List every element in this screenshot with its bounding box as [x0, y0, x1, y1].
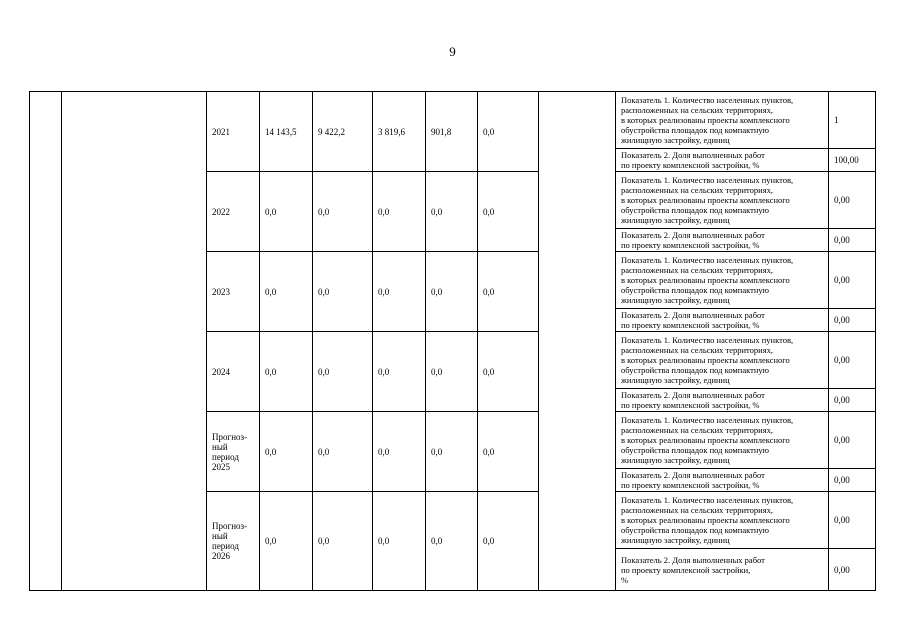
- amount-cell-3: 0,0: [373, 172, 426, 252]
- year-cell: [207, 92, 260, 172]
- amount-cell-4: 0,0: [426, 252, 478, 332]
- indicator-2-text: [616, 229, 829, 252]
- year-cell: [207, 172, 260, 252]
- indicator-line: расположенных на сельских территориях,: [621, 345, 773, 355]
- amount-cell-2: 0,0: [313, 252, 373, 332]
- year-text: период: [212, 541, 239, 551]
- year-text: 2026: [212, 551, 230, 561]
- indicator-1-value: 1: [829, 92, 876, 149]
- indicator-1-value: 0,00: [829, 252, 876, 309]
- indicator-line: жилищную застройку, единиц: [621, 455, 730, 465]
- indicator-line: жилищную застройку, единиц: [621, 135, 730, 145]
- year-text: 2024: [212, 366, 230, 377]
- indicator-1-text: [616, 332, 829, 389]
- amount-cell-1: 14 143,5: [260, 92, 313, 172]
- indicator-line: в которых реализованы проекты комплексного: [621, 195, 790, 205]
- amount-cell-4: 0,0: [426, 332, 478, 412]
- indicator-2-value: 0,00: [829, 549, 876, 591]
- amount-cell-5: 0,0: [478, 252, 539, 332]
- indicator-2-value: 0,00: [829, 229, 876, 252]
- indicator-line: Показатель 2. Доля выполненных работ: [621, 150, 765, 160]
- year-text: ный: [212, 531, 228, 541]
- amount-cell-1: 0,0: [260, 172, 313, 252]
- indicator-line: Показатель 2. Доля выполненных работ: [621, 310, 765, 320]
- year-text: период: [212, 451, 239, 462]
- indicator-1-value: 0,00: [829, 492, 876, 549]
- indicator-2-value: 100,00: [829, 149, 876, 172]
- amount-cell-2: 0,0: [313, 412, 373, 492]
- indicator-line: расположенных на сельских территориях,: [621, 505, 773, 515]
- indicator-1-text: [616, 92, 829, 149]
- year-cell: [207, 412, 260, 492]
- indicator-line: Показатель 2. Доля выполненных работ: [621, 470, 765, 480]
- year-text: 2021: [212, 126, 230, 137]
- amount-cell-1: 0,0: [260, 492, 313, 591]
- indicator-line: по проекту комплексной застройки, %: [621, 400, 760, 410]
- year-text: 2022: [212, 206, 230, 217]
- performer-cell: [539, 92, 616, 591]
- year-cell: [207, 252, 260, 332]
- indicator-1-text: [616, 172, 829, 229]
- indicator-line: Показатель 1. Количество населенных пунктов,: [621, 415, 794, 425]
- indicator-line: Показатель 1. Количество населенных пунктов,: [621, 175, 794, 185]
- indicator-2-text: [616, 309, 829, 332]
- amount-cell-3: 0,0: [373, 252, 426, 332]
- indicator-1-value: 0,00: [829, 412, 876, 469]
- indicator-line: по проекту комплексной застройки, %: [621, 320, 760, 330]
- indicator-line: обустройства площадок под компактную: [621, 365, 769, 375]
- indicator-1-value: 0,00: [829, 332, 876, 389]
- indicator-line: жилищную застройку, единиц: [621, 215, 730, 225]
- amount-cell-4: 0,0: [426, 412, 478, 492]
- year-text: 2025: [212, 461, 230, 472]
- indicator-line: в которых реализованы проекты комплексного: [621, 435, 790, 445]
- indicator-2-text: [616, 149, 829, 172]
- year-text: ный: [212, 441, 228, 452]
- indicator-line: обустройства площадок под компактную: [621, 125, 769, 135]
- indicator-line: в которых реализованы проекты комплексного: [621, 275, 790, 285]
- year-text: Прогноз-: [212, 431, 248, 442]
- indicator-line: по проекту комплексной застройки, %: [621, 480, 760, 490]
- indicator-line: расположенных на сельских территориях,: [621, 185, 773, 195]
- indicator-2-value: 0,00: [829, 309, 876, 332]
- indicator-1-text: [616, 412, 829, 469]
- amount-cell-4: 0,0: [426, 492, 478, 591]
- program-financing-table: [29, 91, 876, 591]
- indicator-2-value: 0,00: [829, 389, 876, 412]
- indicator-2-text: [616, 469, 829, 492]
- year-cell: [207, 492, 260, 591]
- amount-cell-2: 0,0: [313, 492, 373, 591]
- amount-cell-5: 0,0: [478, 412, 539, 492]
- indicator-2-text: [616, 389, 829, 412]
- year-cell: [207, 332, 260, 412]
- indicator-line: обустройства площадок под компактную: [621, 445, 769, 455]
- indicator-line: в которых реализованы проекты комплексного: [621, 355, 790, 365]
- indicator-line: расположенных на сельских территориях,: [621, 105, 773, 115]
- indicator-line: по проекту комплексной застройки,: [621, 564, 751, 575]
- indicator-line: расположенных на сельских территориях,: [621, 265, 773, 275]
- amount-cell-2: 0,0: [313, 332, 373, 412]
- amount-cell-3: 0,0: [373, 412, 426, 492]
- activity-name-cell: [62, 92, 207, 591]
- indicator-line: Показатель 1. Количество населенных пунктов,: [621, 255, 794, 265]
- amount-cell-4: 901,8: [426, 92, 478, 172]
- indicator-2-value: 0,00: [829, 469, 876, 492]
- page-number: 9: [449, 44, 456, 59]
- indicator-line: жилищную застройку, единиц: [621, 375, 730, 385]
- indicator-line: в которых реализованы проекты комплексного: [621, 515, 790, 525]
- indicator-line: обустройства площадок под компактную: [621, 205, 769, 215]
- indicator-1-value: 0,00: [829, 172, 876, 229]
- indicator-line: жилищную застройку, единиц: [621, 295, 730, 305]
- amount-cell-3: 0,0: [373, 492, 426, 591]
- indicator-line: Показатель 1. Количество населенных пунктов,: [621, 495, 794, 505]
- amount-cell-2: 9 422,2: [313, 92, 373, 172]
- indicator-line: %: [621, 574, 629, 585]
- indicator-line: в которых реализованы проекты комплексного: [621, 115, 790, 125]
- amount-cell-5: 0,0: [478, 172, 539, 252]
- indicator-line: обустройства площадок под компактную: [621, 525, 769, 535]
- indicator-line: Показатель 2. Доля выполненных работ: [621, 390, 765, 400]
- indicator-1-text: [616, 252, 829, 309]
- indicator-line: обустройства площадок под компактную: [621, 285, 769, 295]
- amount-cell-5: 0,0: [478, 492, 539, 591]
- amount-cell-1: 0,0: [260, 332, 313, 412]
- indicator-line: по проекту комплексной застройки, %: [621, 240, 760, 250]
- indicator-1-text: [616, 492, 829, 549]
- indicator-line: жилищную застройку, единиц: [621, 535, 730, 545]
- indicator-line: Показатель 1. Количество населенных пунктов,: [621, 95, 794, 105]
- year-text: 2023: [212, 286, 230, 297]
- amount-cell-5: 0,0: [478, 92, 539, 172]
- amount-cell-5: 0,0: [478, 332, 539, 412]
- indicator-line: расположенных на сельских территориях,: [621, 425, 773, 435]
- indicator-line: Показатель 2. Доля выполненных работ: [621, 554, 765, 565]
- year-text: Прогноз-: [212, 521, 248, 531]
- amount-cell-1: 0,0: [260, 252, 313, 332]
- amount-cell-2: 0,0: [313, 172, 373, 252]
- indicator-line: Показатель 1. Количество населенных пунктов,: [621, 335, 794, 345]
- indicator-line: по проекту комплексной застройки, %: [621, 160, 760, 170]
- table-row: [30, 92, 876, 149]
- row-number-cell: [30, 92, 62, 591]
- indicator-2-text: [616, 549, 829, 591]
- amount-cell-3: 3 819,6: [373, 92, 426, 172]
- amount-cell-3: 0,0: [373, 332, 426, 412]
- indicator-line: Показатель 2. Доля выполненных работ: [621, 230, 765, 240]
- amount-cell-4: 0,0: [426, 172, 478, 252]
- amount-cell-1: 0,0: [260, 412, 313, 492]
